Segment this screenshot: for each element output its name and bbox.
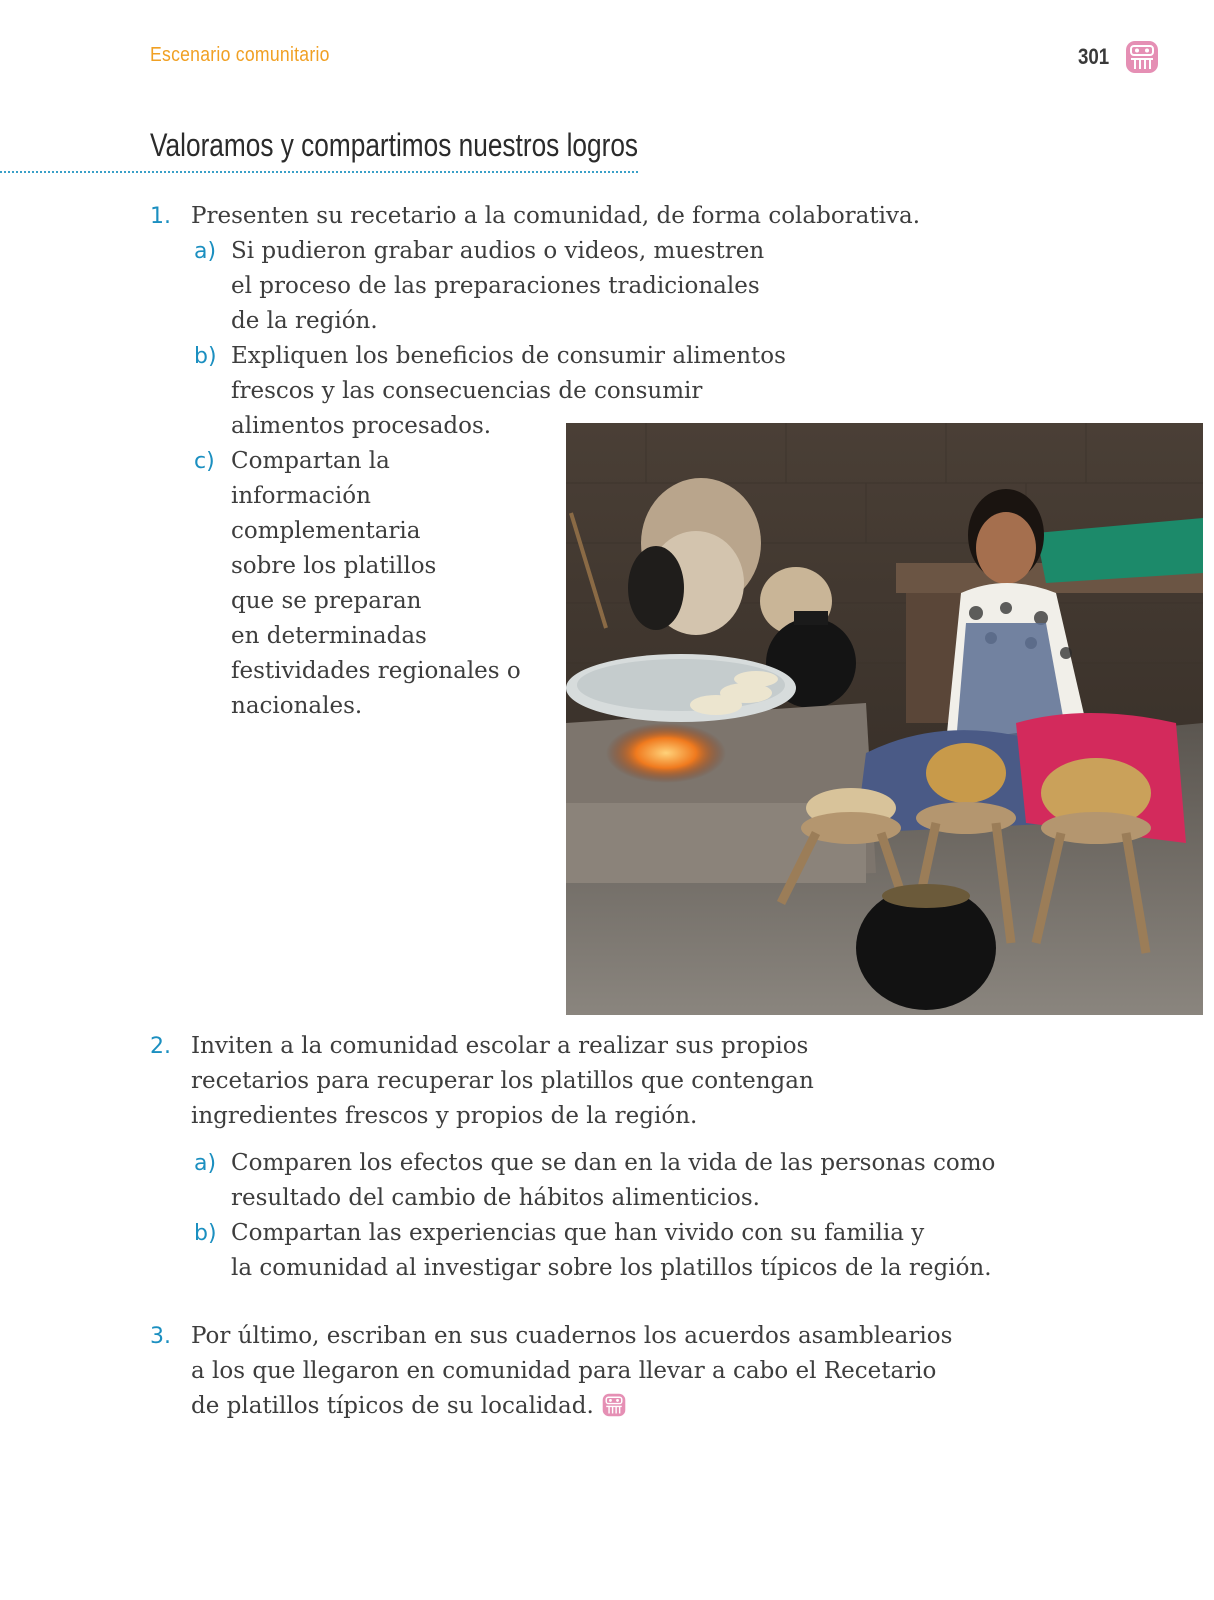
section-title: Valoramos y compartimos nuestros logros [150, 127, 639, 163]
item-1a-line-1: Si pudieron grabar audios o videos, muestren [231, 238, 765, 264]
photo-woman-cooking [566, 423, 1203, 1015]
item-2b-line-2: la comunidad al investigar sobre los platillos típicos de la región. [231, 1255, 992, 1281]
item-1c-line-1: Compartan la [231, 448, 390, 474]
item-1b-line-1: Expliquen los beneficios de consumir alimentos [231, 343, 786, 369]
item-1c-line-3: complementaria [231, 518, 421, 544]
item-3-number: 3. [150, 1324, 171, 1349]
item-3-line-2: a los que llegaron en comunidad para llevar a cabo el Recetario [191, 1358, 937, 1384]
item-2-line-1: Inviten a la comunidad escolar a realizar sus propios [191, 1033, 809, 1059]
title-divider [0, 171, 638, 173]
item-2b-letter: b) [194, 1221, 217, 1246]
item-2a-line-2: resultado del cambio de hábitos alimenticios. [231, 1185, 760, 1211]
item-1c-line-7: festividades regionales o [231, 658, 521, 684]
item-1b-line-3: alimentos procesados. [231, 413, 492, 439]
item-1-text: Presenten su recetario a la comunidad, de forma colaborativa. [191, 203, 921, 229]
item-1a-line-3: de la región. [231, 308, 378, 334]
item-1c-line-4: sobre los platillos [231, 553, 437, 579]
scenario-label: Escenario comunitario [150, 44, 330, 66]
item-2a-letter: a) [194, 1151, 217, 1176]
item-1c-line-5: que se preparan [231, 588, 422, 614]
item-1c-line-8: nacionales. [231, 693, 363, 719]
item-1-number: 1. [150, 204, 171, 229]
item-1b-line-2: frescos y las consecuencias de consumir [231, 378, 703, 404]
item-2-number: 2. [150, 1034, 171, 1059]
glyph-icon [1125, 40, 1159, 74]
item-2a-line-1: Comparen los efectos que se dan en la vida de las personas como [231, 1150, 996, 1176]
page-number: 301 [1078, 44, 1110, 69]
item-3-line-1: Por último, escriban en sus cuadernos los acuerdos asamblearios [191, 1323, 953, 1349]
item-2-line-2: recetarios para recuperar los platillos que contengan [191, 1068, 814, 1094]
item-2-line-3: ingredientes frescos y propios de la región. [191, 1103, 698, 1129]
item-1c-line-6: en determinadas [231, 623, 427, 649]
item-3-line-3: de platillos típicos de su localidad. [191, 1393, 594, 1419]
item-3-line-3-wrap [191, 1389, 626, 1424]
item-1b-letter: b) [194, 344, 217, 369]
item-1c-line-2: información [231, 483, 371, 509]
item-1a-letter: a) [194, 239, 217, 264]
item-1a-line-2: el proceso de las preparaciones tradicionales [231, 273, 760, 299]
item-2b-line-1: Compartan las experiencias que han vivido con su familia y [231, 1220, 925, 1246]
item-1c-letter: c) [194, 449, 215, 474]
glyph-icon [602, 1393, 626, 1417]
